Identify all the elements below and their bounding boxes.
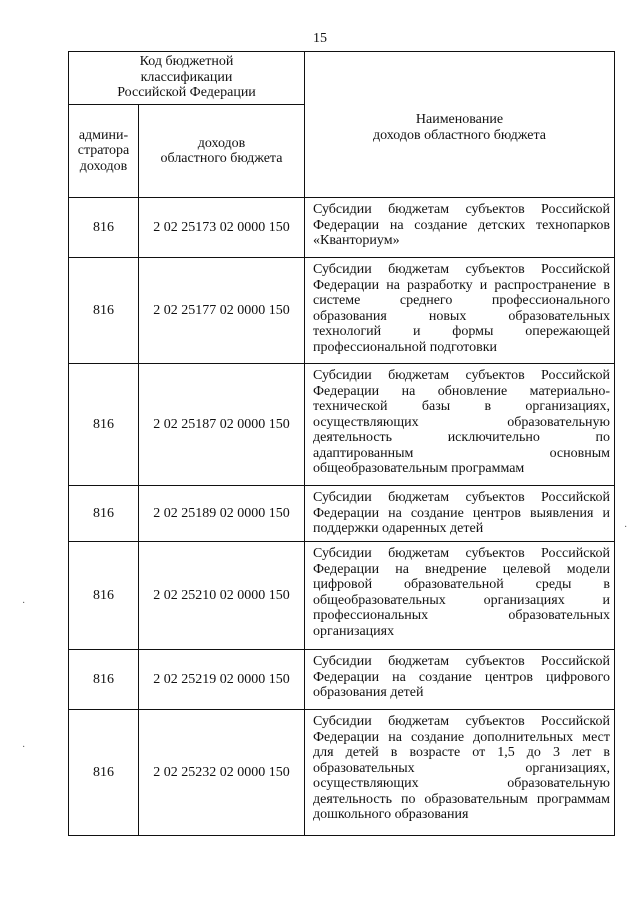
income-code-cell: 2 02 25173 02 0000 150	[139, 198, 305, 258]
income-name-line: «Кванториум»	[313, 233, 400, 248]
income-name-line: технической базы в организациях,	[313, 399, 610, 414]
table-row	[69, 542, 615, 650]
income-name-cell	[305, 364, 615, 486]
income-name-line: осуществляющих образовательную	[313, 414, 610, 430]
header-income-line: областного бюджета	[160, 151, 283, 166]
budget-classification-table	[68, 51, 615, 836]
income-name-line: Федерации на создание центров цифрового	[313, 669, 610, 685]
header-group-line: классификации	[140, 69, 233, 85]
income-name-line: Федерации на создание детских технопарков	[313, 217, 610, 233]
admin-code-cell: 816	[69, 258, 139, 364]
income-name-line: профессиональных образовательных	[313, 608, 610, 623]
margin-mark: ·	[22, 742, 26, 753]
income-name-line: Федерации на разработку и распространение в	[313, 277, 610, 293]
header-name-line: доходов областного бюджета	[373, 127, 546, 143]
page-number: 15	[313, 31, 327, 46]
income-name-line: системе среднего профессионального	[313, 293, 610, 308]
income-name-line: Субсидии бюджетам субъектов Российской	[313, 654, 610, 669]
income-name-line: общеобразовательных организациях и	[313, 592, 610, 608]
admin-code-cell: 816	[69, 198, 139, 258]
income-name-cell	[305, 198, 615, 258]
income-name-line: образовательных организациях,	[313, 760, 610, 776]
table-row	[69, 710, 615, 836]
margin-mark: ·	[22, 598, 26, 609]
header-income-column	[139, 105, 305, 198]
header-admin-line: админи-	[78, 127, 129, 143]
income-name-line: образования новых образовательных	[313, 308, 610, 324]
table-row	[69, 364, 615, 486]
header-group-line: Российской Федерации	[117, 85, 256, 100]
income-name-cell	[305, 486, 615, 542]
income-name-line: деятельность исключительно по	[313, 430, 610, 445]
admin-code-cell: 816	[69, 650, 139, 710]
income-name-line: Субсидии бюджетам субъектов Российской	[313, 490, 610, 505]
income-name-line: осуществляющих образовательную	[313, 776, 610, 791]
header-admin-line: стратора	[77, 143, 130, 159]
table-row	[69, 258, 615, 364]
income-code-cell: 2 02 25232 02 0000 150	[139, 710, 305, 836]
income-name-line: Субсидии бюджетам субъектов Российской	[313, 262, 610, 277]
income-code-cell: 2 02 25219 02 0000 150	[139, 650, 305, 710]
table-row	[69, 198, 615, 258]
header-admin-line: доходов	[79, 158, 128, 174]
income-name-cell	[305, 710, 615, 836]
admin-code-cell: 816	[69, 710, 139, 836]
income-name-line: Субсидии бюджетам субъектов Российской	[313, 546, 610, 561]
admin-code-cell: 816	[69, 486, 139, 542]
income-name-cell	[305, 542, 615, 650]
income-name-line: организациях	[313, 623, 395, 639]
admin-code-cell: 816	[69, 364, 139, 486]
income-name-line: поддержки одаренных детей	[313, 521, 484, 536]
income-name-line: цифровой образовательной среды в	[313, 577, 610, 592]
income-name-line: адаптированным основным	[313, 445, 610, 461]
income-code-cell: 2 02 25187 02 0000 150	[139, 364, 305, 486]
income-name-line: Федерации на обновление материально-	[313, 383, 610, 399]
header-name-line: Наименование	[415, 112, 504, 127]
income-name-line: Федерации на создание центров выявления и	[313, 505, 610, 521]
income-name-line: технологий и формы опережающей	[313, 324, 610, 339]
income-name-line: деятельность по образовательным программам	[313, 791, 610, 807]
income-name-line: Субсидии бюджетам субъектов Российской	[313, 368, 610, 383]
income-name-line: общеобразовательным программам	[313, 461, 525, 476]
income-name-line: профессиональной подготовки	[313, 339, 497, 355]
income-name-cell	[305, 650, 615, 710]
table-row	[69, 486, 615, 542]
header-group-line: Код бюджетной	[139, 54, 234, 69]
header-admin-column	[69, 105, 139, 198]
table-row	[69, 650, 615, 710]
income-name-line: для детей в возрасте от 1,5 до 3 лет в	[313, 745, 610, 760]
income-name-line: Субсидии бюджетам субъектов Российской	[313, 202, 610, 217]
margin-mark: ·	[624, 522, 628, 533]
admin-code-cell: 816	[69, 542, 139, 650]
income-code-cell: 2 02 25210 02 0000 150	[139, 542, 305, 650]
income-name-line: дошкольного образования	[313, 807, 469, 822]
header-name-column	[305, 52, 615, 198]
income-name-line: Субсидии бюджетам субъектов Российской	[313, 714, 610, 729]
header-classification-group	[69, 52, 305, 105]
income-name-cell	[305, 258, 615, 364]
header-income-line: доходов	[197, 135, 246, 151]
income-name-line: образования детей	[313, 685, 424, 700]
income-name-line: Федерации на создание дополнительных мест	[313, 729, 610, 745]
income-code-cell: 2 02 25177 02 0000 150	[139, 258, 305, 364]
income-name-line: Федерации на внедрение целевой модели	[313, 561, 610, 577]
income-code-cell: 2 02 25189 02 0000 150	[139, 486, 305, 542]
